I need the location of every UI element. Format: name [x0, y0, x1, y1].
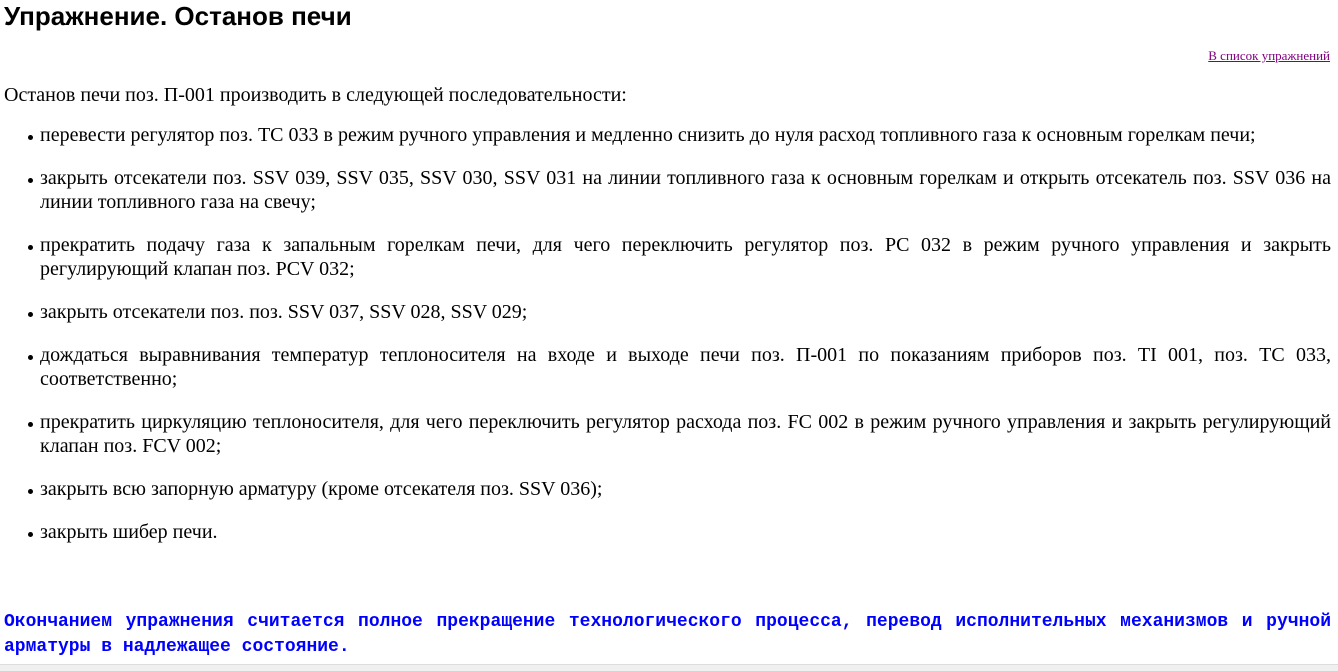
list-item: прекратить подачу газа к запальным горелкам печи, для чего переключить регулятор поз. PC 032 в режим ручного управления и закрыть регулирующий клапан поз. PCV 032; [40, 234, 1331, 280]
list-item: закрыть всю запорную арматуру (кроме отсекателя поз. SSV 036); [40, 477, 1331, 501]
page-title: Упражнение. Останов печи [4, 1, 352, 31]
list-item: перевести регулятор поз. TC 033 в режим ручного управления и медленно снизить до нуля расход топливного газа к основным горелкам печи; [40, 123, 1331, 147]
list-item: прекратить циркуляцию теплоносителя, для чего переключить регулятор расхода поз. FC 002 в режим ручного управления и закрыть регулирующий клапан поз. FCV 002; [40, 411, 1331, 457]
list-item: закрыть шибер печи. [40, 520, 1331, 544]
conclusion-text: Окончанием упражнения считается полное прекращение технологического процесса, перевод исполнительных механизмов и ручной арматуры в надлежащее состояние. [4, 612, 1331, 657]
intro-text: Останов печи поз. П-001 производить в следующей последовательности: [4, 84, 627, 106]
horizontal-scrollbar[interactable] [0, 664, 1338, 671]
exercise-list-link[interactable]: В список упражнений [1208, 48, 1330, 63]
list-item: дождаться выравнивания температур теплоносителя на входе и выходе печи поз. П-001 по показаниям приборов поз. TI 001, поз. TC 033, соответственно; [40, 344, 1331, 390]
list-item: закрыть отсекатели поз. SSV 039, SSV 035, SSV 030, SSV 031 на линии топливного газа к основным горелкам и открыть отсекатель поз. SSV 036 на линии топливного газа на свечу; [40, 167, 1331, 213]
list-item: закрыть отсекатели поз. поз. SSV 037, SSV 028, SSV 029; [40, 300, 1331, 324]
shutdown-steps-list [40, 123, 1331, 563]
